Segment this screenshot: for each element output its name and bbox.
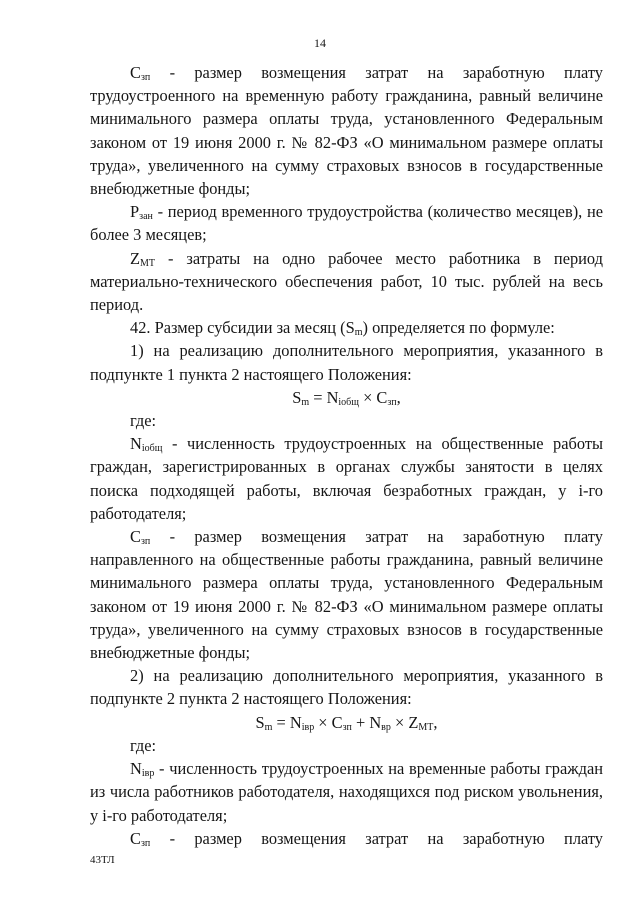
definition-text: - численность трудоустроенных на временные работы граждан из числа работников работодателя, находящихся под риском увольнения, у i-го работодателя; xyxy=(90,759,603,825)
definition-nivr xyxy=(90,757,603,827)
definition-text: - затраты на одно рабочее место работника в период материально-технического обеспечения работ, 10 тыс. рублей на весь период. xyxy=(90,248,603,315)
formula-part: S xyxy=(255,712,265,732)
symbol-subscript: зп xyxy=(140,837,151,849)
definition-text: - размер возмещения затрат на заработную плату направленного на общественные работы гражданина, равный величине минимального размера оплаты труда, установленного Федеральным законом от 19 июня 2000 г. № 82-ФЗ «О минимальном размере оплаты труда», увеличенного на сумму страховых взносов в государственные внебюджетные фонды; xyxy=(90,527,603,663)
formula-part: = N xyxy=(272,712,302,732)
formula-2 xyxy=(90,711,603,734)
footer-code: 43ТЛ xyxy=(90,854,115,866)
formula-subscript: МТ xyxy=(418,721,434,733)
formula-1 xyxy=(90,386,603,409)
formula-subscript: m xyxy=(264,721,273,733)
symbol: С xyxy=(130,828,141,848)
formula-part: + N xyxy=(351,712,382,732)
definition-pzan xyxy=(90,200,603,246)
symbol-subscript: iвр xyxy=(141,768,155,780)
symbol-subscript: iобщ xyxy=(141,443,163,455)
symbol: N xyxy=(130,434,142,454)
formula-subscript: iвр xyxy=(301,721,315,733)
symbol-subscript: зп xyxy=(140,536,151,548)
formula-part: × Z xyxy=(390,712,419,732)
subclause-1: 1) на реализацию дополнительного мероприятия, указанного в подпункте 1 пункта 2 настоящего Положения: xyxy=(90,341,603,384)
definition-czp-3 xyxy=(90,827,603,850)
formula-part: × С xyxy=(314,712,343,732)
symbol-subscript: зп xyxy=(140,72,151,83)
definition-text: - размер возмещения затрат на заработную плату трудоустроенного на временную работу гражданина, равный величине минимального размера оплаты труда, установленного Федеральным законом от 19 июня 2000 г. № 82-ФЗ «О минимальном размере оплаты труда», увеличенного на сумму страховых взносов в государственные внебюджетные фонды; xyxy=(90,63,603,199)
formula-part: , xyxy=(433,712,438,732)
definition-zmt xyxy=(90,247,603,317)
formula-part: × С xyxy=(358,387,388,407)
formula-part: S xyxy=(292,387,302,407)
symbol-subscript: МТ xyxy=(140,257,156,269)
formula-part: = N xyxy=(309,387,339,407)
symbol-subscript: m xyxy=(354,327,363,339)
where-label-2: где: xyxy=(130,735,157,755)
definition-text: - численность трудоустроенных на общественные работы граждан, зарегистрированных в органах службы занятости в целях поиска подходящей работы, включая безработных граждан, у i-го работодателя; xyxy=(90,434,603,523)
clause-text: 42. Размер субсидии за месяц (S xyxy=(130,318,355,338)
formula-subscript: зп xyxy=(342,721,352,733)
where-label: где: xyxy=(130,411,157,431)
definition-text: - размер возмещения затрат на заработную плату xyxy=(150,828,603,848)
symbol: N xyxy=(130,759,142,779)
formula-subscript: iобщ xyxy=(338,396,359,408)
symbol: Z xyxy=(130,248,141,268)
symbol: Р xyxy=(130,202,140,222)
page-number: 14 xyxy=(314,36,326,50)
clause-text: ) определяется по формуле: xyxy=(362,318,555,338)
document-body xyxy=(90,61,603,850)
formula-subscript: вр xyxy=(381,721,391,733)
subclause-2: 2) на реализацию дополнительного мероприятия, указанного в подпункте 2 пункта 2 настоящего Положения: xyxy=(90,666,603,709)
definition-czp xyxy=(90,61,603,200)
definition-niobsch xyxy=(90,432,603,525)
formula-subscript: зп xyxy=(387,396,397,408)
definition-text: - период временного трудоустройства (количество месяцев), не более 3 месяцев; xyxy=(90,202,603,245)
definition-czp-2 xyxy=(90,525,603,664)
symbol: С xyxy=(130,63,141,82)
formula-subscript: m xyxy=(301,396,310,408)
clause-42 xyxy=(90,316,603,339)
symbol-subscript: зан xyxy=(139,211,153,223)
symbol: С xyxy=(130,527,141,547)
formula-part: , xyxy=(396,387,401,407)
